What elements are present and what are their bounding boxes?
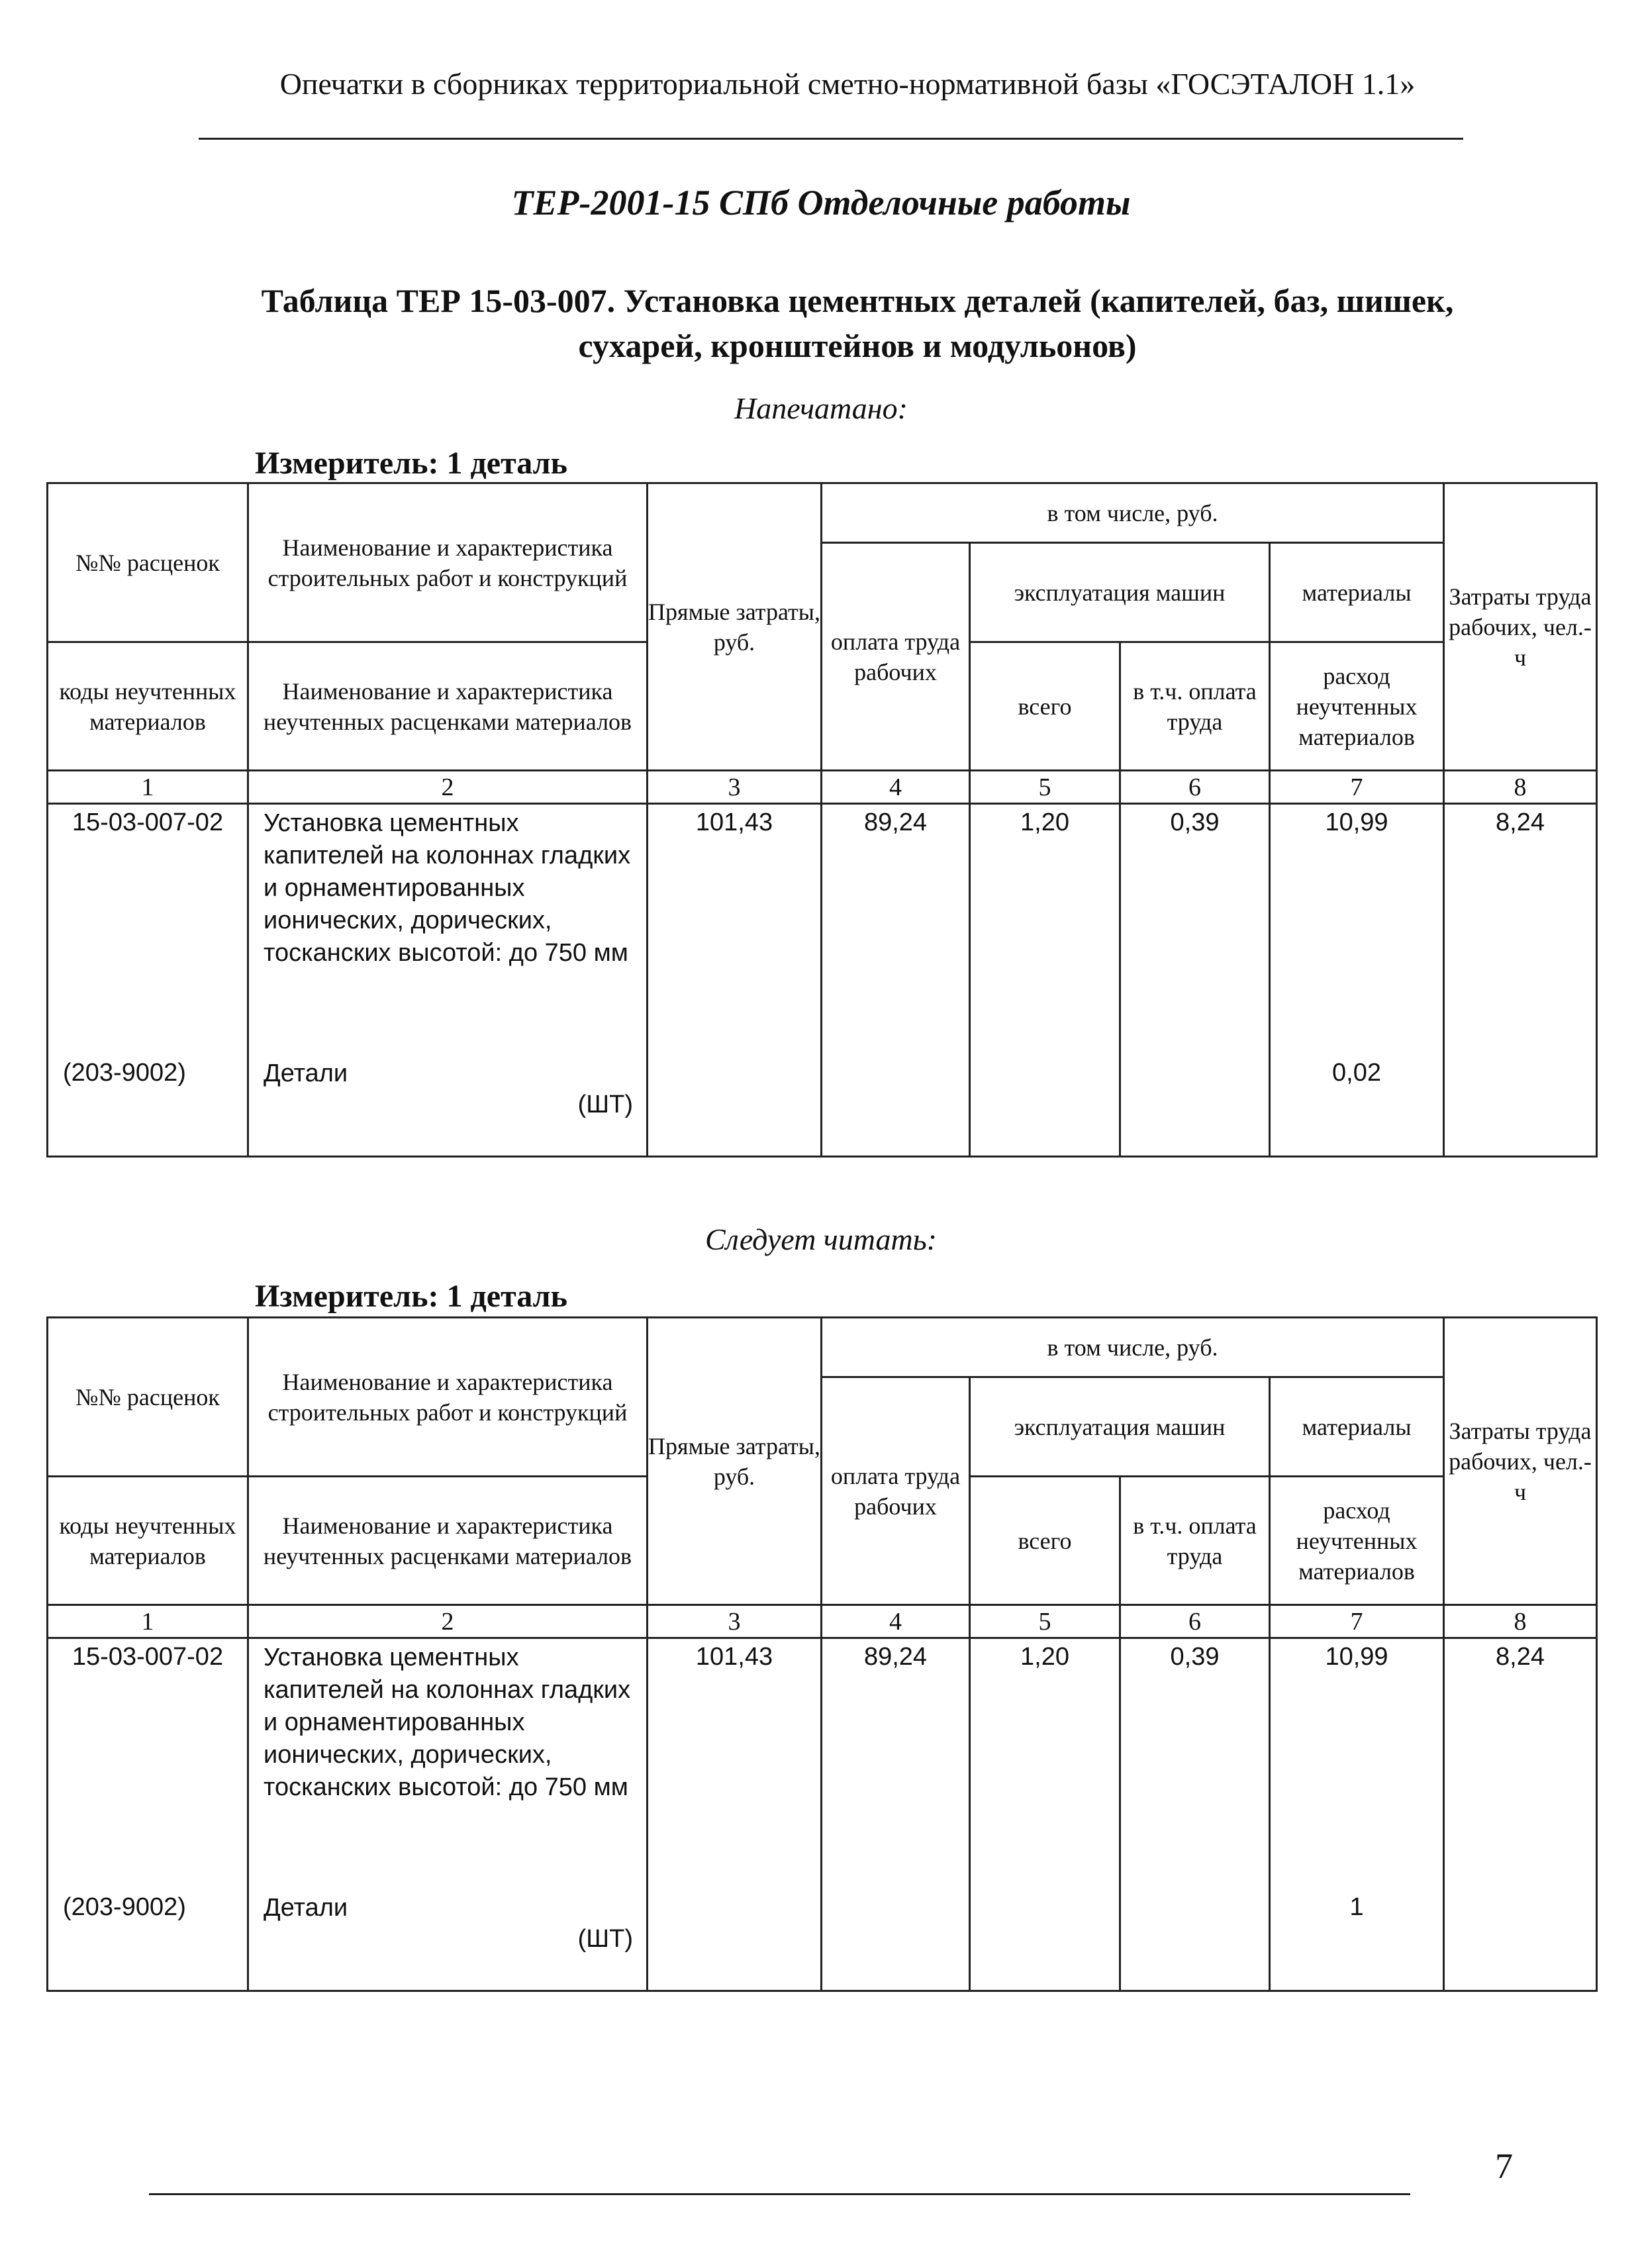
column-number: 7 — [1270, 1605, 1444, 1638]
header-name-work: Наименование и характеристика строительных работ и конструкций — [248, 1318, 648, 1477]
column-number: 5 — [970, 1605, 1120, 1638]
column-number: 8 — [1444, 771, 1597, 804]
labor-pay-value: 89,24 — [863, 809, 928, 836]
corrected-rates-table — [46, 1316, 1598, 1992]
labor-costs-value: 8,24 — [1496, 809, 1545, 836]
material-name: Детали — [264, 1894, 348, 1922]
material-qty: 0,02 — [1332, 1059, 1381, 1087]
machines-labor-cell — [1120, 804, 1270, 1157]
column-number: 5 — [970, 771, 1120, 804]
header-codes: коды неучтенных материалов — [48, 1477, 248, 1605]
labor-costs-cell — [1444, 1638, 1597, 1991]
header-direct-costs: Прямые затраты, руб. — [648, 483, 822, 771]
machines-total-value: 1,20 — [1020, 1643, 1069, 1671]
column-number: 1 — [48, 1605, 248, 1638]
table-title — [218, 278, 1496, 368]
column-number: 3 — [648, 771, 822, 804]
printed-rates-table — [46, 482, 1598, 1158]
material-unit: (ШТ) — [577, 1091, 633, 1118]
corrected-label: Следует читать: — [705, 1222, 937, 1256]
header-total: всего — [970, 642, 1120, 771]
printed-label: Напечатано: — [734, 391, 908, 425]
page-header: Опечатки в сборниках территориальной сметно-нормативной базы «ГОСЭТАЛОН 1.1» — [279, 67, 1416, 101]
header-name-materials: Наименование и характеристика неучтенных расценками материалов — [248, 642, 648, 771]
column-number: 4 — [822, 771, 970, 804]
header-rate-no: №№ расценок — [48, 483, 248, 642]
header-total: всего — [970, 1477, 1120, 1605]
materials-value: 10,99 — [1325, 1643, 1388, 1671]
rate-code: 15-03-007-02 — [72, 1643, 224, 1671]
rate-name: Установка цементных капителей на колоннах гладких и орнаментированных ионических, дорических, тосканских высотой: до 750 мм — [264, 1644, 631, 1801]
column-number: 6 — [1120, 1605, 1270, 1638]
header-consumption: расход неучтенных материалов — [1270, 1477, 1444, 1605]
column-number: 7 — [1270, 771, 1444, 804]
column-number: 8 — [1444, 1605, 1597, 1638]
machines-total-cell — [970, 804, 1120, 1157]
header-labor-pay: оплата труда рабочих — [822, 543, 970, 771]
materials-cell — [1270, 1638, 1444, 1991]
column-number: 3 — [648, 1605, 822, 1638]
header-labor-costs: Затраты труда рабочих, чел.-ч — [1444, 1318, 1597, 1605]
column-number: 2 — [248, 771, 648, 804]
material-name: Детали — [264, 1060, 348, 1087]
header-materials: материалы — [1270, 1377, 1444, 1477]
printed-measure: Измеритель: 1 деталь — [255, 446, 567, 481]
column-number: 6 — [1120, 771, 1270, 804]
column-number: 1 — [48, 771, 248, 804]
direct-costs-value: 101,43 — [695, 1643, 773, 1671]
footer-rule — [149, 2193, 1410, 2195]
table-title-line-1: Таблица ТЕР 15-03-007. Установка цементных деталей (капителей, баз, шишек, — [261, 282, 1454, 319]
header-incl-labor: в т.ч. оплата труда — [1120, 642, 1270, 771]
rate-name-cell — [248, 804, 648, 1157]
materials-cell — [1270, 804, 1444, 1157]
corrected-measure: Измеритель: 1 деталь — [255, 1279, 567, 1314]
labor-pay-cell — [822, 804, 970, 1157]
header-rate-no: №№ расценок — [48, 1318, 248, 1477]
header-labor-pay: оплата труда рабочих — [822, 1377, 970, 1605]
rate-name: Установка цементных капителей на колоннах гладких и орнаментированных ионических, дорических, тосканских высотой: до 750 мм — [264, 809, 631, 967]
header-name-work: Наименование и характеристика строительных работ и конструкций — [248, 483, 648, 642]
header-rule — [199, 138, 1463, 140]
column-number: 2 — [248, 1605, 648, 1638]
machines-labor-value: 0,39 — [1170, 1643, 1220, 1671]
material-qty: 1 — [1349, 1893, 1364, 1921]
rate-name-cell — [248, 1638, 648, 1991]
table-title-line-2: сухарей, кронштейнов и модульонов) — [578, 327, 1137, 364]
header-machines: эксплуатация машин — [970, 543, 1270, 642]
material-code: (203-9002) — [63, 1059, 186, 1087]
machines-total-value: 1,20 — [1020, 809, 1069, 836]
column-number: 4 — [822, 1605, 970, 1638]
material-code: (203-9002) — [63, 1893, 186, 1921]
labor-costs-value: 8,24 — [1496, 1643, 1545, 1671]
header-direct-costs: Прямые затраты, руб. — [648, 1318, 822, 1605]
header-codes: коды неучтенных материалов — [48, 642, 248, 771]
page-number: 7 — [1495, 2146, 1513, 2186]
rate-code: 15-03-007-02 — [72, 809, 224, 836]
direct-costs-value: 101,43 — [695, 809, 773, 836]
labor-pay-value: 89,24 — [863, 1643, 928, 1671]
header-materials: материалы — [1270, 543, 1444, 642]
material-unit: (ШТ) — [577, 1925, 633, 1953]
materials-value: 10,99 — [1325, 809, 1388, 836]
rate-code-cell — [48, 1638, 248, 1991]
header-incl-labor: в т.ч. оплата труда — [1120, 1477, 1270, 1605]
machines-total-cell — [970, 1638, 1120, 1991]
document-title: ТЕР-2001-15 СПб Отделочные работы — [511, 183, 1131, 222]
machines-labor-value: 0,39 — [1170, 809, 1220, 836]
header-machines: эксплуатация машин — [970, 1377, 1270, 1477]
rate-code-cell — [48, 804, 248, 1157]
machines-labor-cell — [1120, 1638, 1270, 1991]
direct-costs-cell — [648, 804, 822, 1157]
labor-pay-cell — [822, 1638, 970, 1991]
header-name-materials: Наименование и характеристика неучтенных расценками материалов — [248, 1477, 648, 1605]
header-consumption: расход неучтенных материалов — [1270, 642, 1444, 771]
header-including: в том числе, руб. — [822, 1318, 1444, 1377]
header-including: в том числе, руб. — [822, 483, 1444, 543]
labor-costs-cell — [1444, 804, 1597, 1157]
direct-costs-cell — [648, 1638, 822, 1991]
header-labor-costs: Затраты труда рабочих, чел.-ч — [1444, 483, 1597, 771]
